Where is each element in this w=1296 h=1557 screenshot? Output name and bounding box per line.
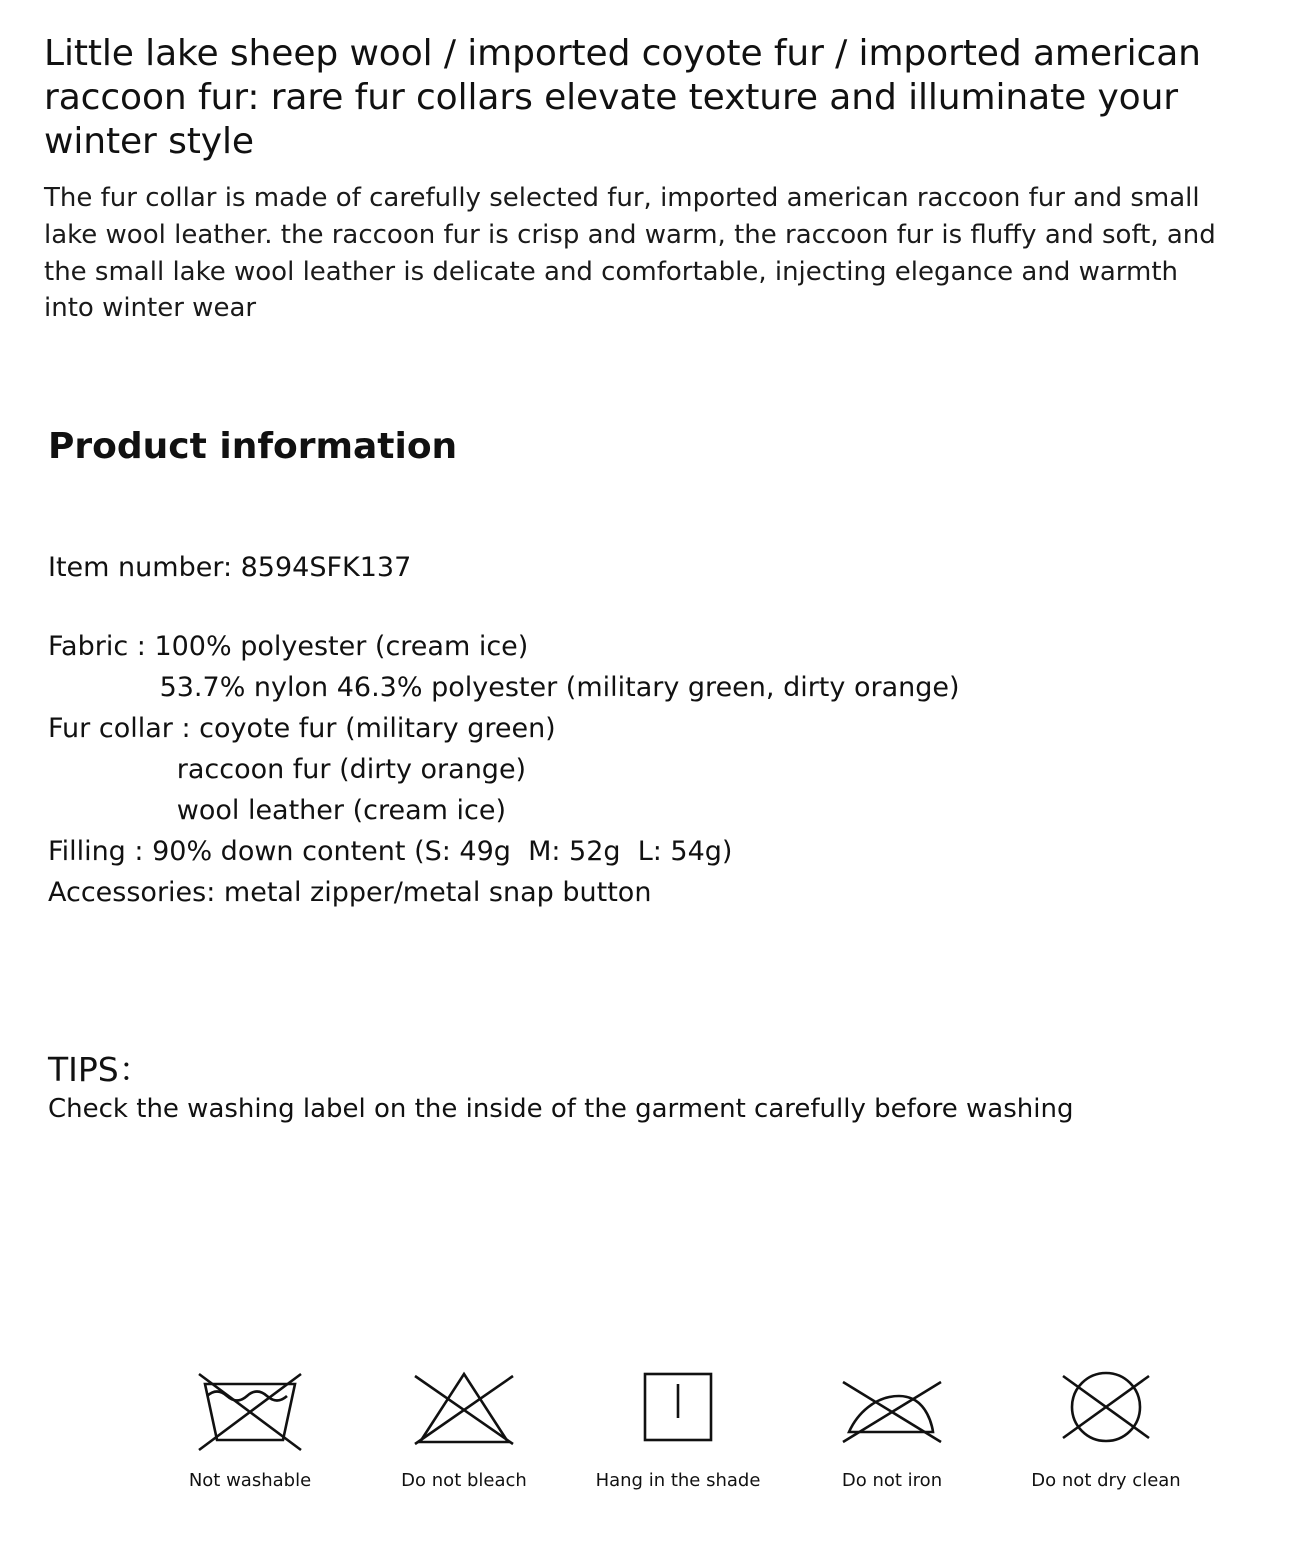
care-symbol-do-not-iron xyxy=(792,1358,992,1491)
hang-in-shade-icon xyxy=(619,1358,737,1454)
spec-fur-collar-line-3: wool leather (cream ice) xyxy=(48,794,507,826)
spec-fur-collar-line-1: Fur collar : coyote fur (military green) xyxy=(48,712,556,744)
care-symbol-do-not-dry-clean xyxy=(1006,1358,1206,1491)
intro-paragraph: The fur collar is made of carefully selected fur, imported american raccoon fur and small lake wool leather. the raccoon fur is crisp and warm, the raccoon fur is fluffy and soft, and the small lake wool leather is delicate and comfortable, injecting elegance and warmth into winter wear xyxy=(44,182,1216,324)
tips-block xyxy=(44,913,1252,1127)
spec-accessories: Accessories: metal zipper/metal snap button xyxy=(48,876,652,908)
care-symbols-row xyxy=(150,1358,1206,1491)
section-title-product-information: Product information xyxy=(48,426,458,468)
spec-fabric-line-2: 53.7% nylon 46.3% polyester (military green, dirty orange) xyxy=(48,671,960,703)
specifications-block xyxy=(44,469,1252,913)
spec-fabric-line-1: Fabric : 100% polyester (cream ice) xyxy=(48,630,529,662)
care-label: Hang in the shade xyxy=(595,1470,761,1491)
care-label: Not washable xyxy=(188,1470,312,1491)
page-title: Little lake sheep wool / imported coyote fur / imported american raccoon fur: rare fur collars elevate texture and illuminate your winter style xyxy=(44,33,1201,162)
do-not-bleach-icon xyxy=(405,1358,523,1454)
not-washable-icon xyxy=(191,1358,309,1454)
care-symbol-hang-in-shade xyxy=(578,1358,778,1491)
do-not-dry-clean-icon xyxy=(1047,1358,1165,1454)
tips-text: Check the washing label on the inside of the garment carefully before washing xyxy=(48,1093,1074,1124)
care-symbol-not-washable xyxy=(150,1358,350,1491)
tips-label: TIPS： xyxy=(48,1049,152,1089)
spec-spacer xyxy=(48,588,1252,626)
do-not-iron-icon xyxy=(833,1358,951,1454)
spec-filling: Filling : 90% down content (S: 49g M: 52g L: 54g) xyxy=(48,835,733,867)
care-label: Do not bleach xyxy=(401,1470,527,1491)
care-label: Do not dry clean xyxy=(1031,1470,1181,1491)
spec-item-number: Item number: 8594SFK137 xyxy=(48,551,412,583)
care-label: Do not iron xyxy=(841,1470,943,1491)
care-symbol-do-not-bleach xyxy=(364,1358,564,1491)
spec-fur-collar-line-2: raccoon fur (dirty orange) xyxy=(48,753,527,785)
